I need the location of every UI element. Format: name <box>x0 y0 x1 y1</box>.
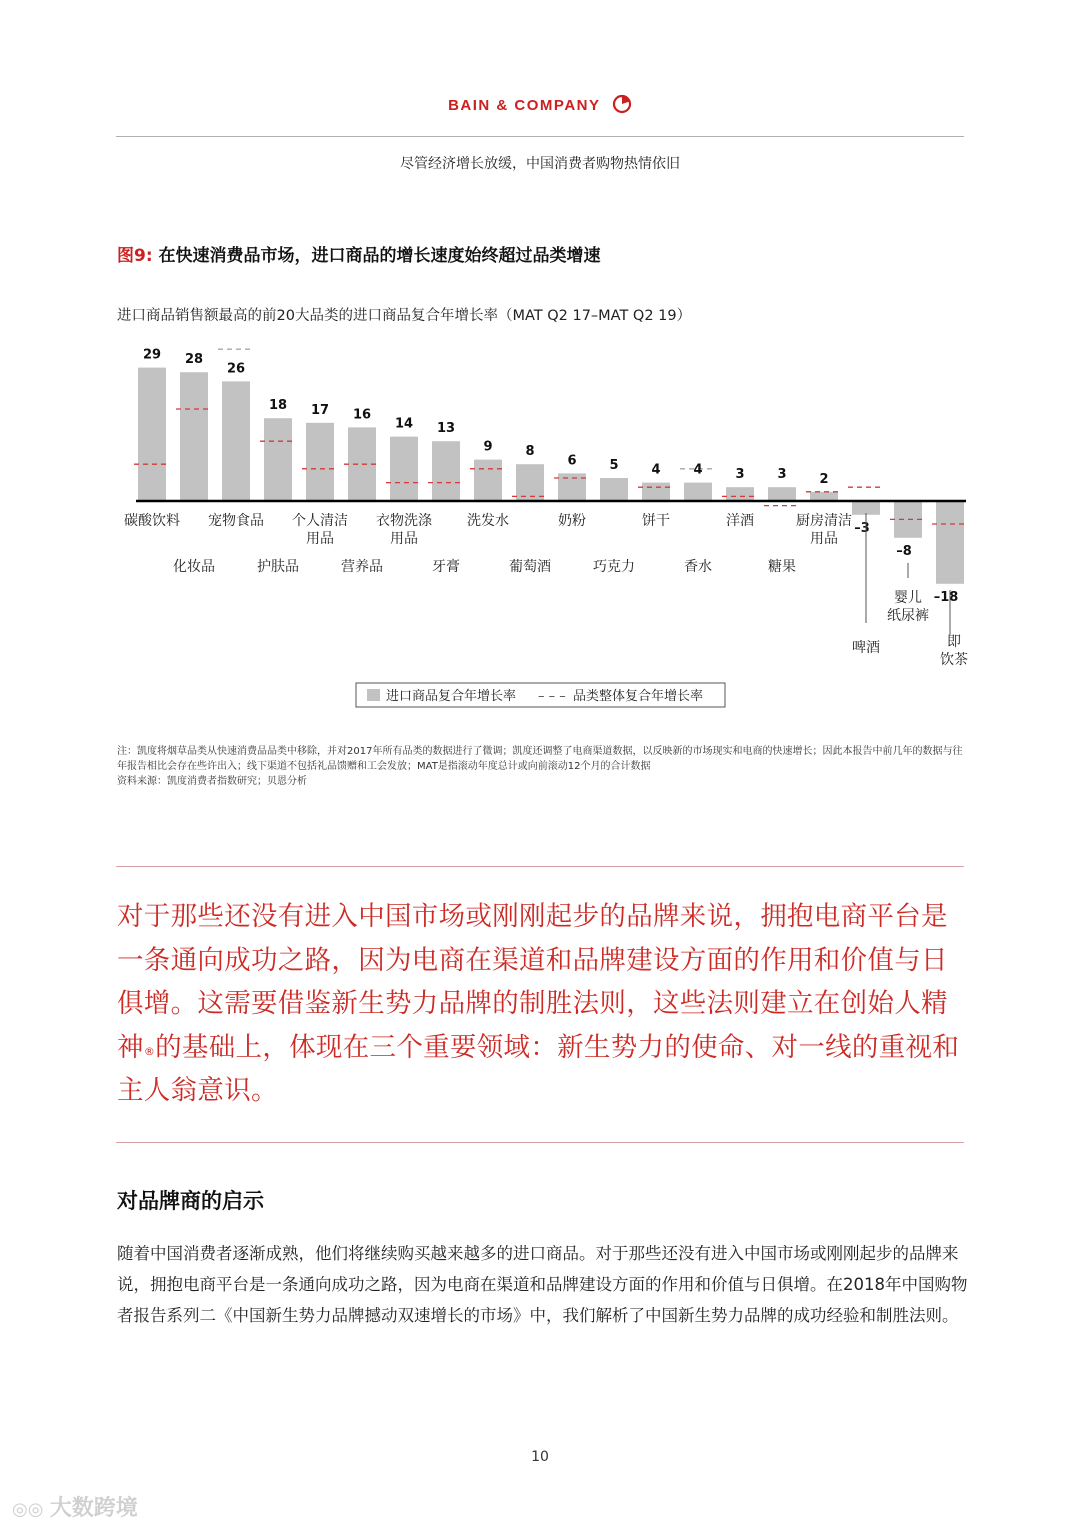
category-label: 啤酒 <box>852 640 880 656</box>
data-label: 4 <box>651 462 661 478</box>
category-label: 即 <box>947 634 961 650</box>
category-label: 化妆品 <box>173 559 215 575</box>
header-divider <box>116 136 964 137</box>
bar <box>600 478 628 501</box>
bar <box>180 372 208 501</box>
data-label: 26 <box>226 361 246 377</box>
watermark-logo-icon: ◎◎ <box>12 1499 50 1520</box>
data-label: 5 <box>609 458 619 473</box>
quote-bottom-divider <box>116 1142 964 1143</box>
bar-chart <box>0 340 1080 720</box>
bar <box>768 487 796 501</box>
data-label: 3 <box>735 467 745 483</box>
quote-top-divider <box>116 866 964 867</box>
legend-bar-label: 进口商品复合年增长率 <box>386 689 517 704</box>
bain-logo-icon <box>612 94 632 118</box>
section-body: 随着中国消费者逐渐成熟，他们将继续购买越来越多的进口商品。对于那些还没有进入中国市场或刚刚起步的品牌来说，拥抱电商平台是一条通向成功之路，因为电商在渠道和品牌建设方面的作用和价值与日俱增。在2018年中国购物者报告系列二《中国新生势力品牌撼动双速增长的市场》中，我们解析了中国新生势力品牌的成功经验和制胜法则。 <box>117 1244 968 1325</box>
category-label: 奶粉 <box>558 513 586 529</box>
figure-title <box>117 241 601 266</box>
legend-line-swatch: – – – <box>538 689 566 704</box>
chart-note: 注：凯度将烟草品类从快速消费品品类中移除，并对2017年所有品类的数据进行了微调；凯度还调整了电商渠道数据，以反映新的市场现实和电商的快速增长；因此本报告中前几年的数据与往年报告相比会存在些许出入；线下渠道不包括礼品馈赠和工会发放；MAT是指滚动年度总计或向前滚动12个月的合计数据 <box>117 746 963 772</box>
category-label: 饮茶 <box>940 652 968 668</box>
category-label: 纸尿裤 <box>887 608 929 624</box>
bar <box>936 501 964 584</box>
pull-quote <box>117 895 969 1113</box>
data-label: 9 <box>483 439 493 455</box>
bar <box>810 492 838 501</box>
data-label: 6 <box>567 453 577 469</box>
category-label: 护肤品 <box>257 559 299 575</box>
quote-part-2: 的基础上，体现在三个重要领域：新生势力的使命、对一线的重视和主人翁意识。 <box>117 1031 960 1106</box>
data-label: 3 <box>777 467 787 483</box>
category-label: 婴儿 <box>894 590 922 606</box>
category-label: 用品 <box>306 531 334 547</box>
watermark-text: 大数跨境 <box>49 1496 138 1521</box>
quote-part-1: 对于那些还没有进入中国市场或刚刚起步的品牌来说，拥抱电商平台是一条通向成功之路，因为电商在渠道和品牌建设方面的作用和价值与日俱增。这需要借鉴新生势力品牌的制胜法则，这些法则建立在创始人精神 <box>117 901 948 1063</box>
category-label: 洗发水 <box>467 513 509 529</box>
bar <box>474 460 502 501</box>
data-label: 8 <box>525 444 535 460</box>
bar <box>684 483 712 501</box>
data-label: 18 <box>268 398 288 414</box>
watermark <box>12 1491 138 1522</box>
category-label: 用品 <box>810 531 838 547</box>
data-label: 14 <box>394 416 414 432</box>
chart-notes <box>117 744 965 789</box>
data-label: 4 <box>693 462 703 478</box>
figure-number: 图9: <box>117 246 153 266</box>
category-label: 巧克力 <box>593 559 635 575</box>
bar <box>390 437 418 501</box>
data-label: –8 <box>896 543 912 559</box>
bar <box>264 418 292 501</box>
bar <box>516 464 544 501</box>
chart-subtitle: 进口商品销售额最高的前20大品类的进口商品复合年增长率（MAT Q2 17–MAT Q2 19） <box>117 308 692 324</box>
data-label: 17 <box>310 402 330 418</box>
category-label: 牙膏 <box>432 559 460 575</box>
data-label: –18 <box>933 589 959 605</box>
category-label: 用品 <box>390 531 418 547</box>
data-label: 16 <box>352 407 372 423</box>
registered-mark: ® <box>143 1044 156 1058</box>
category-label: 糖果 <box>768 559 796 575</box>
category-label: 香水 <box>684 559 712 575</box>
data-label: –3 <box>854 520 870 536</box>
bar <box>726 487 754 501</box>
bar <box>642 483 670 501</box>
chart-source: 资料来源：凯度消费者指数研究；贝恩分析 <box>117 776 307 787</box>
data-label: 2 <box>819 471 829 487</box>
category-label: 衣物洗涤 <box>376 513 432 529</box>
category-label: 饼干 <box>642 513 670 529</box>
bar <box>852 501 880 515</box>
page-number: 10 <box>531 1449 549 1465</box>
legend-line-label: 品类整体复合年增长率 <box>573 689 704 704</box>
category-label: 厨房清洁 <box>796 513 852 529</box>
bar <box>138 368 166 501</box>
brand-name: BAIN & COMPANY <box>448 96 601 114</box>
brand-header <box>0 94 1080 118</box>
figure-title-text: 在快速消费品市场，进口商品的增长速度始终超过品类增速 <box>152 246 601 266</box>
bar <box>306 423 334 501</box>
section-heading: 对品牌商的启示 <box>117 1189 264 1213</box>
category-label: 宠物食品 <box>208 513 264 529</box>
legend-bar-swatch <box>367 689 380 701</box>
data-label: 13 <box>436 421 456 437</box>
category-label: 洋酒 <box>726 513 754 529</box>
page-subtitle: 尽管经济增长放缓，中国消费者购物热情依旧 <box>400 156 680 172</box>
category-label: 葡萄酒 <box>509 559 551 575</box>
category-label: 碳酸饮料 <box>124 513 180 529</box>
category-label: 个人清洁 <box>292 513 348 529</box>
data-label: 29 <box>142 347 162 363</box>
data-label: 28 <box>184 352 204 368</box>
bar <box>432 441 460 501</box>
category-label: 营养品 <box>341 559 383 575</box>
bar <box>222 381 250 501</box>
